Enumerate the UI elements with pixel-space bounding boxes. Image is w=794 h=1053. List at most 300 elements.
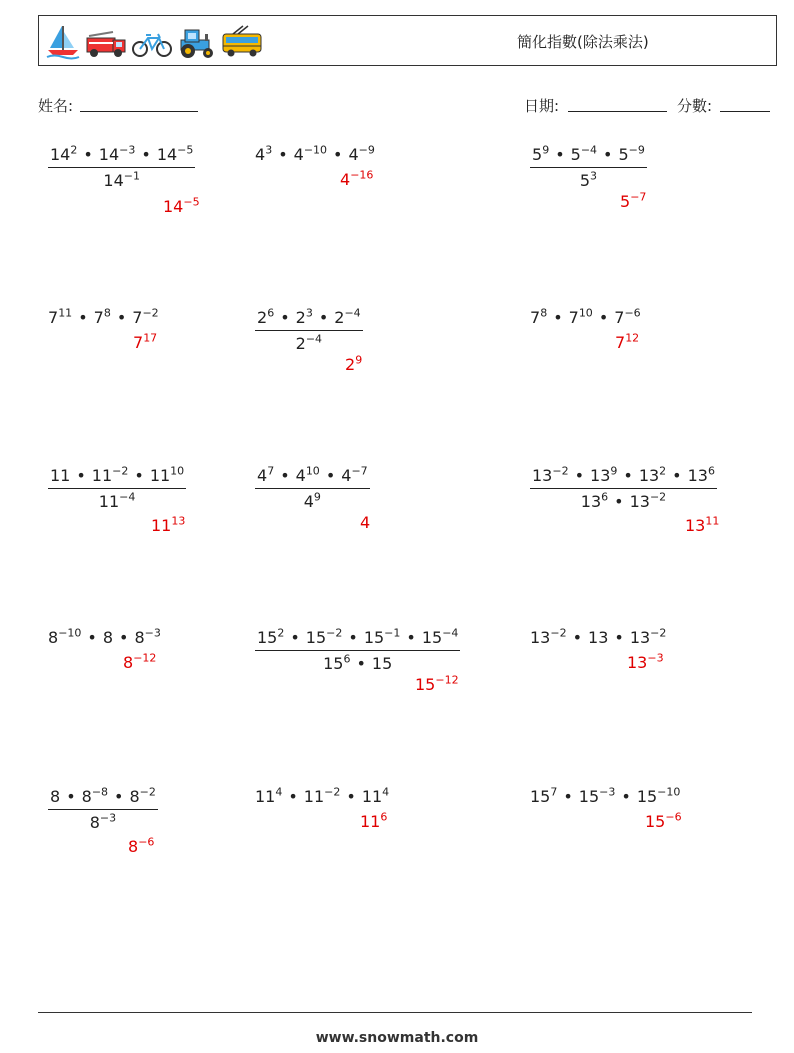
- sailboat-icon: [45, 24, 81, 60]
- power-exponent: 3: [305, 306, 313, 320]
- power-term: [530, 308, 547, 327]
- power-exponent: 9: [313, 490, 321, 504]
- power-term: [150, 466, 184, 485]
- power-exponent: 10: [170, 464, 185, 478]
- fraction: [48, 145, 195, 190]
- power-exponent: −9: [628, 143, 645, 157]
- power-term: [579, 787, 616, 806]
- problem-expression: [255, 466, 370, 511]
- power-term: [304, 787, 341, 806]
- problem-expression: [255, 145, 375, 164]
- power-exponent: −5: [183, 195, 200, 209]
- power-base: 8: [102, 628, 114, 647]
- problem-expression: [255, 628, 460, 673]
- answer: [345, 355, 362, 374]
- multiply-dot: •: [346, 787, 356, 806]
- power-exponent: −3: [647, 651, 664, 665]
- power-term: [637, 787, 681, 806]
- power-exponent: −4: [305, 332, 323, 346]
- power-exponent: −9: [358, 143, 375, 157]
- power-exponent: −2: [326, 626, 343, 640]
- denominator: [530, 167, 647, 190]
- power-exponent: 8: [540, 306, 548, 320]
- answer-power: [620, 192, 646, 211]
- answer-power: [615, 333, 639, 352]
- problem-expression: [530, 628, 666, 647]
- fraction: [530, 466, 717, 511]
- power-exponent: −10: [303, 143, 328, 157]
- multiply-dot: •: [318, 308, 329, 327]
- power-exponent: −4: [344, 306, 361, 320]
- power-exponent: −7: [630, 190, 647, 204]
- numerator: [255, 628, 460, 650]
- numerator: [48, 145, 195, 167]
- power-term: [581, 492, 608, 511]
- vehicle-icons: [45, 22, 265, 60]
- power-exponent: −2: [650, 626, 667, 640]
- power-term: [92, 466, 129, 485]
- power-exponent: −2: [649, 490, 667, 504]
- power-exponent: −8: [91, 785, 109, 799]
- problem-expression: [48, 787, 158, 832]
- power-base: 14: [50, 145, 71, 164]
- power-base: 2: [295, 308, 306, 327]
- multiply-dot: •: [348, 628, 358, 647]
- power-exponent: −3: [99, 811, 117, 825]
- multiply-dot: •: [116, 308, 127, 327]
- power-exponent: −4: [580, 143, 598, 157]
- numerator: [530, 145, 647, 167]
- multiply-dot: •: [134, 466, 144, 485]
- answer: [615, 333, 639, 352]
- power-exponent: −4: [442, 626, 459, 640]
- problem-expression: [48, 145, 195, 190]
- power-term: [255, 145, 272, 164]
- power-term: [334, 308, 360, 327]
- answer: [340, 170, 373, 189]
- power-base: 11: [98, 492, 120, 511]
- answer-power: [685, 516, 719, 535]
- power-exponent: 7: [550, 785, 558, 799]
- power-base: 11: [149, 466, 171, 485]
- answer-power: [360, 812, 387, 831]
- power-term: [618, 145, 644, 164]
- power-base: 7: [48, 308, 59, 327]
- power-term: [630, 492, 667, 511]
- answer-power: [340, 170, 373, 189]
- multiply-dot: •: [598, 308, 609, 327]
- problem-expression: [530, 466, 717, 511]
- power-term: [82, 787, 108, 806]
- numerator: [530, 466, 717, 488]
- power-base: 2: [257, 308, 268, 327]
- power-base: 8: [128, 837, 139, 856]
- power-base: 11: [91, 466, 113, 485]
- multiply-dot: •: [66, 787, 76, 806]
- power-exponent: −1: [123, 169, 140, 183]
- power-exponent: 9: [355, 353, 363, 367]
- denominator: [255, 488, 370, 511]
- power-base: 7: [615, 333, 626, 352]
- trolleybus-icon: [221, 24, 265, 60]
- power-base: 15: [363, 628, 385, 647]
- power-base: 7: [568, 308, 579, 327]
- power-exponent: 4: [275, 785, 283, 799]
- power-exponent: 6: [267, 306, 275, 320]
- power-base: 11: [360, 812, 381, 831]
- power-base: 4: [295, 466, 306, 485]
- power-base: 13: [627, 653, 648, 672]
- power-exponent: 2: [277, 626, 285, 640]
- power-term: [132, 308, 158, 327]
- multiply-dot: •: [114, 787, 124, 806]
- multiply-dot: •: [288, 787, 298, 806]
- power-term: [50, 466, 70, 485]
- power-base: 11: [151, 516, 172, 535]
- multiply-dot: •: [563, 787, 573, 806]
- power-term: [530, 787, 557, 806]
- power-term: [306, 628, 343, 647]
- power-term: [532, 145, 549, 164]
- power-base: 4: [340, 170, 351, 189]
- power-base: 8: [129, 787, 140, 806]
- numerator: [255, 308, 363, 330]
- power-exponent: 3: [265, 143, 273, 157]
- multiply-dot: •: [406, 628, 416, 647]
- power-base: 4: [257, 466, 268, 485]
- power-exponent: 13: [171, 514, 186, 528]
- fraction: [48, 787, 158, 832]
- power-base: 7: [93, 308, 104, 327]
- power-term: [569, 308, 593, 327]
- power-term: [296, 334, 322, 353]
- answer: [163, 197, 200, 216]
- problem-expression: [530, 787, 680, 806]
- multiply-dot: •: [280, 466, 290, 485]
- answer: [123, 653, 156, 672]
- multiply-dot: •: [280, 308, 290, 327]
- name-field[interactable]: [80, 111, 198, 112]
- power-exponent: 8: [103, 306, 111, 320]
- power-term: [323, 654, 350, 673]
- power-term: [422, 628, 459, 647]
- power-base: 8: [48, 628, 59, 647]
- power-exponent: −16: [350, 168, 374, 182]
- denominator: [48, 167, 195, 190]
- power-base: 14: [156, 145, 178, 164]
- power-term: [372, 654, 392, 673]
- power-exponent: 9: [542, 143, 550, 157]
- score-field[interactable]: [720, 111, 770, 112]
- power-term: [580, 171, 597, 190]
- multiply-dot: •: [325, 466, 336, 485]
- power-base: 15: [421, 628, 443, 647]
- power-term: [688, 466, 715, 485]
- answer: [415, 675, 459, 694]
- answer-power: [360, 513, 370, 532]
- power-exponent: 2: [659, 464, 667, 478]
- multiply-dot: •: [574, 466, 585, 485]
- problem-expression: [255, 308, 363, 353]
- multiply-dot: •: [141, 145, 151, 164]
- multiply-dot: •: [553, 308, 563, 327]
- power-base: 2: [295, 334, 306, 353]
- power-term: [129, 787, 155, 806]
- power-exponent: −12: [133, 651, 157, 665]
- worksheet-header: [38, 15, 777, 66]
- problem-expression: [48, 466, 186, 511]
- power-term: [348, 145, 374, 164]
- power-term: [296, 466, 320, 485]
- power-term: [571, 145, 597, 164]
- answer-power: [415, 675, 459, 694]
- answer-power: [123, 653, 156, 672]
- power-base: 11: [361, 787, 383, 806]
- power-exponent: −3: [144, 626, 161, 640]
- power-base: 13: [629, 628, 651, 647]
- answer-power: [645, 812, 682, 831]
- power-term: [341, 466, 367, 485]
- power-exponent: 11: [705, 514, 720, 528]
- power-base: 15: [415, 675, 436, 694]
- power-exponent: 17: [143, 331, 158, 345]
- power-base: 13: [685, 516, 706, 535]
- power-base: 7: [614, 308, 625, 327]
- power-term: [257, 628, 284, 647]
- power-base: 15: [578, 787, 600, 806]
- power-base: 8: [81, 787, 92, 806]
- power-exponent: −2: [112, 464, 129, 478]
- fraction: [255, 628, 460, 673]
- power-base: 15: [636, 787, 658, 806]
- power-exponent: 6: [601, 490, 609, 504]
- date-label: 日期:: [524, 97, 560, 115]
- power-base: 5: [618, 145, 629, 164]
- multiply-dot: •: [83, 145, 93, 164]
- numerator: [48, 787, 158, 809]
- multiply-dot: •: [572, 628, 583, 647]
- power-exponent: −2: [142, 306, 159, 320]
- multiply-dot: •: [76, 466, 86, 485]
- power-term: [532, 466, 569, 485]
- power-base: 13: [590, 466, 611, 485]
- power-term: [48, 628, 81, 647]
- power-base: 8: [50, 787, 61, 806]
- power-base: 5: [579, 171, 591, 190]
- power-term: [630, 628, 667, 647]
- power-term: [530, 628, 567, 647]
- multiply-dot: •: [603, 145, 613, 164]
- problem-expression: [255, 787, 389, 806]
- answer: [360, 513, 370, 532]
- power-base: 15: [530, 787, 551, 806]
- multiply-dot: •: [555, 145, 565, 164]
- power-term: [588, 628, 608, 647]
- footer-divider: [38, 1012, 752, 1013]
- power-base: 2: [345, 355, 356, 374]
- multiply-dot: •: [333, 145, 343, 164]
- power-term: [257, 308, 274, 327]
- power-base: 13: [638, 466, 660, 485]
- power-exponent: 2: [70, 143, 78, 157]
- power-term: [304, 492, 321, 511]
- problem-expression: [48, 308, 159, 327]
- denominator: [255, 330, 363, 353]
- power-base: 15: [257, 628, 278, 647]
- power-exponent: −3: [599, 785, 616, 799]
- answer: [627, 653, 664, 672]
- power-exponent: −2: [552, 464, 569, 478]
- bicycle-icon: [131, 24, 173, 60]
- power-base: 13: [580, 492, 602, 511]
- power-base: 4: [303, 492, 314, 511]
- power-exponent: 10: [578, 306, 593, 320]
- answer-power: [627, 653, 664, 672]
- denominator: [530, 488, 717, 511]
- power-exponent: 6: [707, 464, 715, 478]
- answer-power: [128, 837, 154, 856]
- power-term: [255, 787, 282, 806]
- tractor-icon: [177, 24, 217, 60]
- power-base: 8: [123, 653, 134, 672]
- answer: [128, 837, 154, 856]
- multiply-dot: •: [614, 492, 624, 511]
- problem-expression: [530, 145, 647, 190]
- power-term: [94, 308, 111, 327]
- multiply-dot: •: [623, 466, 633, 485]
- power-exponent: −2: [550, 626, 567, 640]
- denominator: [48, 809, 158, 832]
- power-base: 15: [645, 812, 666, 831]
- power-base: 2: [334, 308, 345, 327]
- fraction: [255, 466, 370, 511]
- power-exponent: −6: [624, 306, 641, 320]
- power-exponent: −2: [324, 785, 341, 799]
- power-base: 15: [323, 654, 344, 673]
- fraction: [48, 466, 186, 511]
- fire-truck-icon: [85, 24, 127, 60]
- answer-power: [163, 197, 200, 216]
- power-exponent: 6: [380, 810, 388, 824]
- multiply-dot: •: [614, 628, 624, 647]
- power-base: 5: [570, 145, 581, 164]
- name-label: 姓名:: [38, 97, 74, 115]
- power-base: 15: [371, 654, 393, 673]
- answer: [685, 516, 719, 535]
- problem-expression: [530, 308, 641, 327]
- power-exponent: −10: [58, 626, 82, 640]
- numerator: [255, 466, 370, 488]
- answer: [151, 516, 185, 535]
- power-exponent: −10: [657, 785, 681, 799]
- power-term: [294, 145, 327, 164]
- power-term: [90, 813, 116, 832]
- power-base: 7: [133, 333, 144, 352]
- power-exponent: −3: [119, 143, 136, 157]
- power-base: 5: [620, 192, 631, 211]
- date-field[interactable]: [568, 111, 667, 112]
- power-term: [50, 787, 60, 806]
- power-term: [103, 628, 113, 647]
- power-exponent: −6: [665, 810, 682, 824]
- power-base: 11: [50, 466, 71, 485]
- multiply-dot: •: [87, 628, 97, 647]
- power-term: [99, 492, 136, 511]
- answer-power: [345, 355, 362, 374]
- power-exponent: −1: [384, 626, 401, 640]
- multiply-dot: •: [78, 308, 88, 327]
- answer-power: [133, 333, 157, 352]
- power-term: [134, 628, 160, 647]
- power-base: 4: [360, 513, 371, 532]
- power-exponent: 12: [625, 331, 640, 345]
- answer: [645, 812, 682, 831]
- power-base: 14: [163, 197, 184, 216]
- power-base: 14: [98, 145, 120, 164]
- power-exponent: −4: [119, 490, 136, 504]
- multiply-dot: •: [119, 628, 129, 647]
- multiply-dot: •: [672, 466, 682, 485]
- answer: [133, 333, 157, 352]
- power-exponent: 9: [610, 464, 618, 478]
- power-base: 4: [293, 145, 304, 164]
- power-exponent: 7: [267, 464, 275, 478]
- power-base: 13: [687, 466, 708, 485]
- power-term: [639, 466, 666, 485]
- fraction: [530, 145, 647, 190]
- power-base: 14: [103, 171, 124, 190]
- power-term: [362, 787, 389, 806]
- power-base: 8: [89, 813, 100, 832]
- worksheet-title: 簡化指數(除法乘法): [517, 33, 649, 51]
- power-exponent: 6: [343, 652, 351, 666]
- multiply-dot: •: [278, 145, 288, 164]
- power-base: 7: [530, 308, 541, 327]
- fraction: [255, 308, 363, 353]
- power-base: 13: [629, 492, 650, 511]
- power-term: [614, 308, 640, 327]
- numerator: [48, 466, 186, 488]
- power-base: 5: [532, 145, 543, 164]
- power-exponent: 11: [58, 306, 73, 320]
- power-exponent: −2: [139, 785, 156, 799]
- multiply-dot: •: [356, 654, 366, 673]
- power-base: 13: [588, 628, 609, 647]
- power-base: 7: [132, 308, 143, 327]
- power-term: [590, 466, 617, 485]
- answer: [360, 812, 387, 831]
- multiply-dot: •: [621, 787, 631, 806]
- power-term: [157, 145, 194, 164]
- power-base: 15: [305, 628, 327, 647]
- power-exponent: −7: [351, 464, 368, 478]
- denominator: [255, 650, 460, 673]
- power-exponent: −12: [435, 673, 459, 687]
- answer: [620, 192, 646, 211]
- power-exponent: −6: [138, 835, 155, 849]
- power-term: [99, 145, 136, 164]
- power-exponent: 10: [305, 464, 320, 478]
- power-base: 11: [303, 787, 325, 806]
- denominator: [48, 488, 186, 511]
- power-term: [48, 308, 72, 327]
- power-base: 13: [530, 628, 551, 647]
- power-base: 4: [348, 145, 359, 164]
- power-exponent: 4: [382, 785, 390, 799]
- score-label: 分數:: [677, 97, 713, 115]
- footer-url: www.snowmath.com: [315, 1030, 479, 1046]
- power-base: 4: [341, 466, 352, 485]
